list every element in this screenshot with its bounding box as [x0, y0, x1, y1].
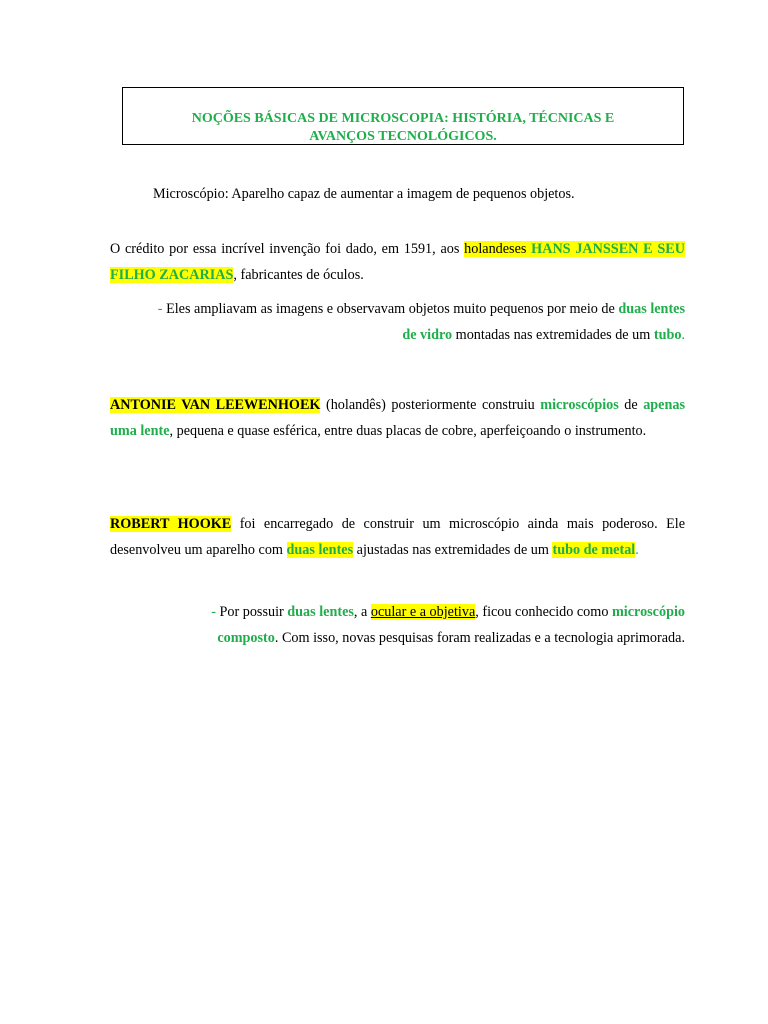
- paragraph-hooke: [110, 511, 685, 563]
- definition-paragraph: [153, 181, 693, 207]
- dash-bullet: -: [157, 301, 167, 317]
- title-box: [122, 87, 684, 145]
- person-name: ROBERT HOOKE: [110, 516, 232, 532]
- green-term: microscópios: [540, 397, 619, 413]
- inventors-names: HANS JANSSEN E SEU FILHO ZACARIAS: [110, 241, 685, 283]
- text-span: O crédito por essa incrível invenção foi dado, em 1591, aos: [110, 241, 465, 257]
- text-span: , a: [353, 604, 371, 620]
- text-span: , ficou conhecido como: [475, 604, 612, 620]
- text-span: (holandês) posteriormente construiu: [320, 397, 541, 413]
- green-term: tubo de metal: [552, 542, 636, 558]
- text-span: ajustadas nas extremidades de um: [353, 542, 553, 558]
- text-span: , fabricantes de óculos.: [233, 267, 364, 283]
- definition-text: Microscópio: Aparelho capaz de aumentar a imagem de pequenos objetos.: [153, 186, 575, 202]
- dash-bullet: -: [211, 604, 220, 620]
- green-term: microscópio composto: [217, 604, 685, 646]
- paragraph-invention: [110, 236, 685, 288]
- green-term: duas lentes: [287, 604, 354, 620]
- green-term: de vidro: [402, 327, 453, 343]
- highlight-span: holandeses: [464, 241, 532, 257]
- paragraph-leeuwenhoek: [110, 392, 685, 444]
- text-span: .: [635, 542, 639, 558]
- text-span: foi encarregado de construir um microscópio ainda mais poderoso. Ele desenvolveu um aparelho com: [110, 516, 686, 558]
- paragraph-lenses: [110, 296, 685, 348]
- text-span: .: [681, 327, 685, 343]
- page-title: [123, 110, 683, 146]
- person-name: ANTONIE VAN LEEWENHOEK: [110, 397, 321, 413]
- text-span: montadas nas extremidades de um: [452, 327, 654, 343]
- highlight-span: ocular e a objetiva: [370, 604, 476, 620]
- text-span: . Com isso, novas pesquisas foram realizadas e a tecnologia aprimorada.: [274, 630, 685, 646]
- text-span: , pequena e quase esférica, entre duas placas de cobre, aperfeiçoando o instrumento.: [169, 423, 647, 439]
- text-span: Por possuir: [219, 604, 288, 620]
- title-line-1: NOÇÕES BÁSICAS DE MICROSCOPIA: HISTÓRIA, TÉCNICAS E: [191, 111, 615, 126]
- text-span: Eles ampliavam as imagens e observavam objetos muito pequenos por meio de: [166, 301, 619, 317]
- green-term: tubo: [653, 327, 682, 343]
- green-term: duas lentes: [286, 542, 354, 558]
- green-term: duas lentes: [618, 301, 685, 317]
- green-term: apenas uma lente: [110, 397, 685, 439]
- text-span: de: [618, 397, 638, 413]
- paragraph-compound: [150, 599, 685, 651]
- title-line-2: AVANÇOS TECNOLÓGICOS.: [309, 129, 497, 144]
